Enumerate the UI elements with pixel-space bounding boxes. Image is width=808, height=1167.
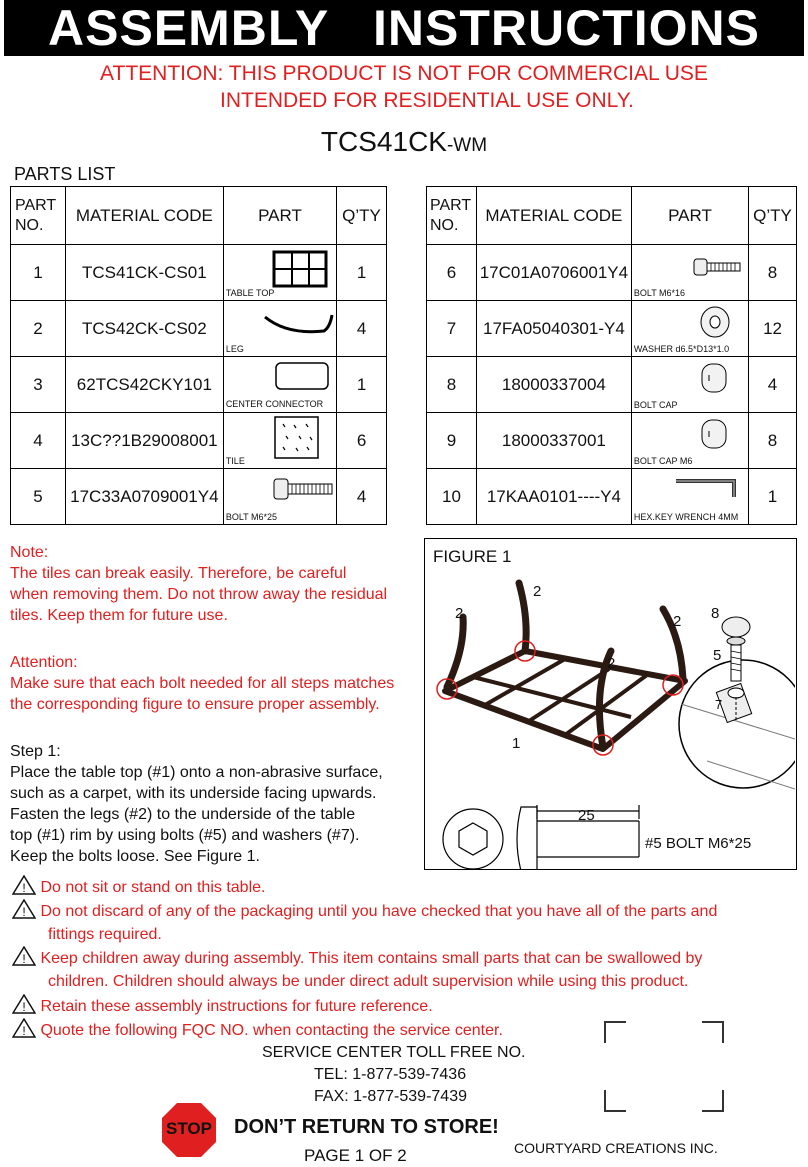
qty: 12 <box>749 301 797 357</box>
warning-icon <box>12 875 36 895</box>
part-cell: BOLT M6*16 <box>631 245 748 301</box>
material-code: 62TCS42CKY101 <box>65 357 223 413</box>
table-row <box>427 245 797 301</box>
qty: 1 <box>337 245 387 301</box>
part-no: 8 <box>427 357 477 413</box>
header-part-no: PART NO. <box>427 187 477 245</box>
qty: 4 <box>337 301 387 357</box>
qty: 8 <box>749 245 797 301</box>
part-no: 3 <box>11 357 66 413</box>
leg-label: 2 <box>607 655 616 672</box>
qty: 4 <box>337 469 387 525</box>
part-cell: LEG <box>223 301 336 357</box>
header-material-code: MATERIAL CODE <box>476 187 631 245</box>
part-no: 10 <box>427 469 477 525</box>
service-fax: FAX: 1-877-539-7439 <box>314 1088 467 1105</box>
hex-key-icon <box>672 475 744 501</box>
material-code: 18000337001 <box>476 413 631 469</box>
material-code: 17C01A0706001Y4 <box>476 245 631 301</box>
table-row <box>11 469 387 525</box>
parts-list-title: PARTS LIST <box>14 164 116 184</box>
bolt-icon <box>692 257 744 277</box>
table-row <box>11 357 387 413</box>
header-qty: Q’TY <box>749 187 797 245</box>
qty: 6 <box>337 413 387 469</box>
part-no: 1 <box>11 245 66 301</box>
leg-label: 2 <box>455 605 464 622</box>
qty: 1 <box>749 469 797 525</box>
header-part: PART <box>223 187 336 245</box>
attention-block: Attention: Make sure that each bolt needed for all steps matches the corresponding figure to ensure proper assembly. <box>10 654 395 713</box>
part-cell: BOLT CAP M6 <box>631 413 748 469</box>
stop-label: STOP <box>166 1119 212 1138</box>
table-assembly-diagram <box>425 539 795 869</box>
part-cell: BOLT M6*25 <box>223 469 336 525</box>
parts-table-left <box>10 186 387 525</box>
header-part-no: PART NO. <box>11 187 66 245</box>
figure-1 <box>424 538 797 870</box>
table-row <box>427 301 797 357</box>
part-cell: WASHER d6.5*D13*1.0 <box>631 301 748 357</box>
svg-text:!: ! <box>22 881 26 895</box>
step-1: Step 1: Place the table top (#1) onto a non-abrasive surface, such as a carpet, with its underside facing upwards. Fasten the legs (#2) to the underside of the table top (#1) rim by using bolts (#5) and washers (#7). Keep the bolts loose. See Figure 1. <box>10 743 383 865</box>
bolt-label: 5 <box>713 647 722 664</box>
material-code: 17KAA0101----Y4 <box>476 469 631 525</box>
part-no: 9 <box>427 413 477 469</box>
table-row <box>11 301 387 357</box>
warning-icon <box>12 946 36 966</box>
cap-label: 8 <box>711 605 720 622</box>
leg-label: 2 <box>533 583 542 600</box>
table-row <box>427 413 797 469</box>
warning-icon <box>12 994 36 1014</box>
material-code: 17C33A0709001Y4 <box>65 469 223 525</box>
warning-icon <box>12 1018 36 1038</box>
page-title: ASSEMBLY INSTRUCTIONS <box>4 0 804 56</box>
note-block: Note: The tiles can break easily. Therefore, be careful when removing them. Do not throw away the residual tiles. Keep them for future use. <box>10 544 388 624</box>
header-part: PART <box>631 187 748 245</box>
attention-line-2: INTENDED FOR RESIDENTIAL USE ONLY. <box>220 89 634 112</box>
part-no: 4 <box>11 413 66 469</box>
tile-icon <box>274 416 320 460</box>
dont-return-notice: DON’T RETURN TO STORE! <box>234 1116 499 1138</box>
table-row <box>11 413 387 469</box>
table-row <box>427 357 797 413</box>
model-number: TCS41CK-WM <box>320 126 488 157</box>
warnings: ! Do not sit or stand on this table. ! Do not discard of any of the packaging until you have checked that you have all of the parts and fittings required. ! Keep children away during assembly. This item contains small parts that can be swallowed by children. Children should always be under direct adult supervision while using this product. ! Retain these assembly instructions for future reference. ! Quote the following FQC NO. when contacting the service center. <box>12 875 802 1045</box>
header-qty: Q’TY <box>337 187 387 245</box>
leg-label: 2 <box>673 613 682 630</box>
bolt-icon <box>272 477 336 501</box>
washer-icon <box>698 305 732 339</box>
svg-text:!: ! <box>22 1024 26 1038</box>
table-top-label: 1 <box>512 735 521 752</box>
svg-text:!: ! <box>22 905 26 919</box>
qty: 1 <box>337 357 387 413</box>
attention-line-1: ATTENTION: THIS PRODUCT IS NOT FOR COMMERCIAL USE <box>100 62 708 85</box>
service-title: SERVICE CENTER TOLL FREE NO. <box>262 1044 526 1061</box>
material-code: 18000337004 <box>476 357 631 413</box>
warning-icon <box>12 899 36 919</box>
part-cell: TABLE TOP <box>223 245 336 301</box>
part-cell: HEX.KEY WRENCH 4MM <box>631 469 748 525</box>
page-number: PAGE 1 OF 2 <box>304 1146 407 1165</box>
company-name: COURTYARD CREATIONS INC. <box>514 1140 718 1156</box>
part-cell: BOLT CAP <box>631 357 748 413</box>
part-cell: CENTER CONNECTOR <box>223 357 336 413</box>
center-connector-icon <box>274 361 330 391</box>
bolt-cap-icon <box>698 361 732 395</box>
table-row <box>11 245 387 301</box>
part-no: 7 <box>427 301 477 357</box>
material-code: 13C??1B29008001 <box>65 413 223 469</box>
parts-table-right <box>426 186 797 525</box>
material-code: 17FA05040301-Y4 <box>476 301 631 357</box>
material-code: TCS41CK-CS01 <box>65 245 223 301</box>
washer-label: 7 <box>715 697 723 712</box>
part-no: 6 <box>427 245 477 301</box>
leg-icon <box>262 309 336 339</box>
svg-text:!: ! <box>22 952 26 966</box>
material-code: TCS42CK-CS02 <box>65 301 223 357</box>
table-top-icon <box>272 250 330 290</box>
figure-title: FIGURE 1 <box>433 547 512 566</box>
bolt-caption: #5 BOLT M6*25 <box>645 835 752 852</box>
svg-text:!: ! <box>22 1000 26 1014</box>
service-tel: TEL: 1-877-539-7436 <box>314 1066 467 1083</box>
bolt-cap-icon <box>698 417 732 451</box>
table-row <box>427 469 797 525</box>
bolt-length-label: 25 <box>578 807 595 824</box>
part-cell: TILE <box>223 413 336 469</box>
part-no: 5 <box>11 469 66 525</box>
qty: 4 <box>749 357 797 413</box>
header-material-code: MATERIAL CODE <box>65 187 223 245</box>
qty: 8 <box>749 413 797 469</box>
part-no: 2 <box>11 301 66 357</box>
